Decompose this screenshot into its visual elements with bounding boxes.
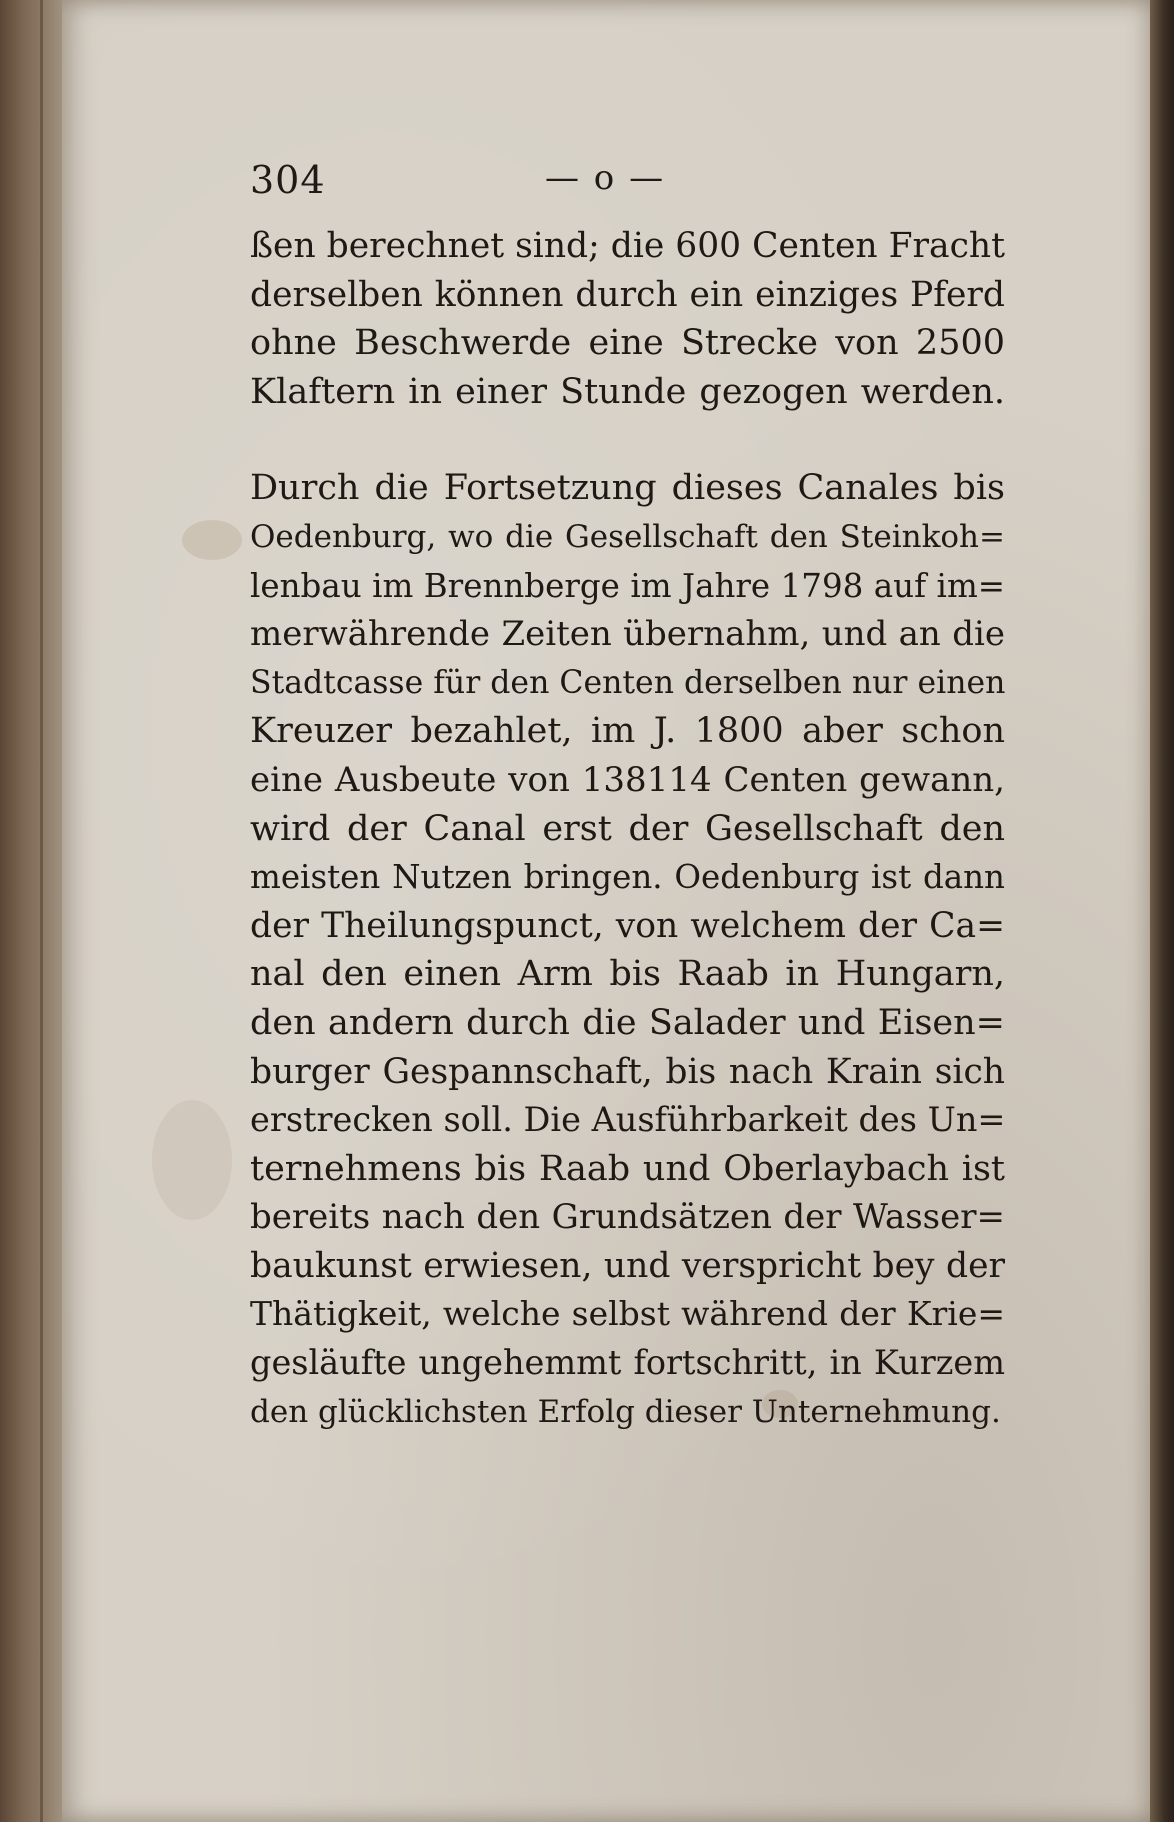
paragraph (250, 222, 1005, 416)
text-line: wird der Canal erst der Gesellschaft den (250, 808, 1005, 849)
page-number: 304 (250, 158, 326, 202)
text-line: Thätigkeit, welche selbst während der Krie= (250, 1294, 1005, 1334)
text-line: der Theilungspunct, von welchem der Ca= (250, 905, 1005, 946)
text-line: Durch die Fortsetzung dieses Canales bis (250, 468, 1005, 509)
gutter-shadow-line (40, 0, 43, 1822)
text-line: derselben können durch ein einziges Pferd (250, 274, 1005, 315)
text-line: ohne Beschwerde eine Strecke von 2500 (250, 323, 1005, 364)
text-line: burger Gespannschaft, bis nach Krain sich (250, 1051, 1005, 1092)
text-line: Stadtcasse für den Centen derselben nur einen (250, 664, 1005, 701)
text-line: Oedenburg, wo die Gesellschaft den Steinkoh= (250, 518, 1005, 555)
body-text (250, 222, 1005, 1436)
text-line: den glücklichsten Erfolg dieser Unternehmung. (250, 1393, 1001, 1430)
text-line: bereits nach den Grundsätzen der Wasser= (250, 1197, 1005, 1238)
book-gutter (0, 0, 70, 1822)
text-line: den andern durch die Salader und Eisen= (250, 1002, 1005, 1043)
text-line: baukunst erwiesen, und verspricht bey der (250, 1245, 1005, 1286)
text-line: nal den einen Arm bis Raab in Hungarn, (250, 954, 1005, 995)
text-line: ßen berechnet sind; die 600 Centen Fracht (250, 226, 1005, 266)
page-header (250, 158, 1010, 208)
text-line: lenbau im Brennberge im Jahre 1798 auf im= (250, 566, 1005, 605)
paper-stain (152, 1100, 232, 1220)
book-board-edge (1150, 0, 1174, 1822)
running-head-ornament: — o — (545, 158, 666, 198)
text-line: eine Ausbeute von 138114 Centen gewann, (250, 759, 1005, 800)
paragraph-spacer (250, 416, 1005, 464)
text-line: Klaftern in einer Stunde gezogen werden. (250, 371, 1005, 412)
paper-stain (182, 520, 242, 560)
text-line: Kreuzer bezahlet, im J. 1800 aber schon (250, 711, 1005, 752)
text-line: gesläufte ungehemmt fortschritt, in Kurzem (250, 1343, 1005, 1383)
paragraph (250, 464, 1005, 1436)
text-line: merwährende Zeiten übernahm, und an die (250, 614, 1005, 655)
text-line: ternehmens bis Raab und Oberlaybach ist (250, 1148, 1005, 1189)
text-line: meisten Nutzen bringen. Oedenburg ist dann (250, 858, 1005, 897)
text-line: erstrecken soll. Die Ausführbarkeit des Un= (250, 1100, 1005, 1140)
